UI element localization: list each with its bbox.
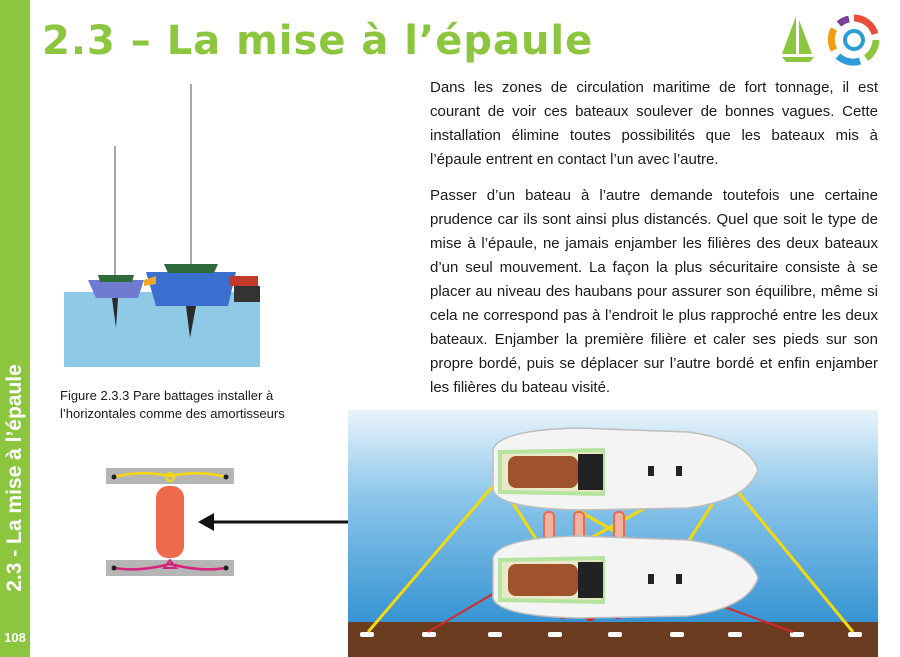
dock-cleat <box>230 276 258 286</box>
hull-small <box>88 280 144 298</box>
color-ring-icon <box>826 12 882 68</box>
sidebar-chapter-title: 2.3 - La mise à l’épaule <box>3 364 26 592</box>
top-view-figure <box>348 410 878 657</box>
page-number: 108 <box>4 630 26 645</box>
dock-block <box>234 286 260 302</box>
body-paragraph-2: Passer d’un bateau à l’autre demande toutefois une certaine prudence car ils sont ainsi plus distancés. Quel que soit le type de mise à l’épaule, ne jamais enjamber les filières des deux bateaux d’un seul mouvement. La façon la plus sécuritaire consiste à se placer au niveau des haubans pour assurer son équilibre, même si cela ne correspond pas à l’endroit le plus rapproché entre les deux bateaux. Enjamber la première filière et caler ses pieds sur son propre bordé, puis se déplacer sur l’autre bordé et enfin enjamber les filières du bateau visité. <box>430 187 878 396</box>
fender-body <box>156 486 184 558</box>
side-view-figure <box>60 80 270 370</box>
figure-caption: Figure 2.3.3 Pare battages installer à l’horizontales comme des amortisseurs <box>60 388 285 421</box>
sailboat-icon <box>780 14 816 64</box>
boat-bottom <box>493 536 758 618</box>
body-paragraph-1: Dans les zones de circulation maritime de fort tonnage, il est courant de voir ces bateaux soulever de bonnes vagues. Cette installation élimine toutes possibilités que les bateaux mis à l’épaule entrent en contact l’un avec l’autre. <box>430 79 878 168</box>
boat-top <box>493 428 758 510</box>
dock <box>348 622 878 657</box>
page-title: 2.3 – La mise à l’épaule <box>42 18 594 64</box>
hull-large <box>146 272 236 306</box>
sidebar-band <box>0 0 30 657</box>
